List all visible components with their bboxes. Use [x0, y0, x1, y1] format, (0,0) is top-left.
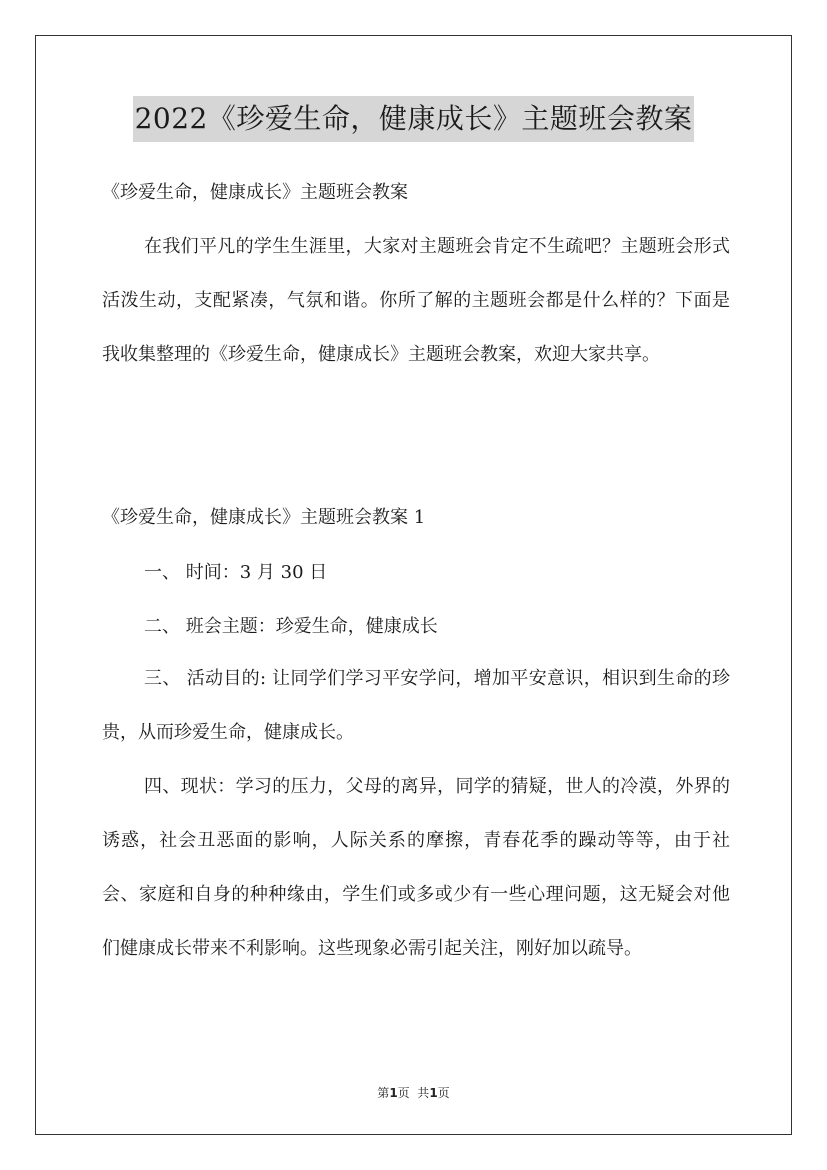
item-time: 一、 时间：3 月 30 日	[144, 562, 328, 583]
footer-page-number: 1	[389, 1086, 398, 1100]
item-status: 四、现状：学习的压力，父母的离异，同学的猜疑，世人的冷漠，外界的诱惑，社会丑恶面的影响，人际关系的摩擦，青春花季的躁动等等，由于社会、家庭和自身的种种缘由，学生们或多或少有一些心理问题，这无疑会对他们健康成长带来不利影响。这些现象必需引起关注，刚好加以疏导。	[102, 776, 730, 959]
footer-prefix: 第	[377, 1086, 390, 1100]
page-footer	[0, 1084, 827, 1101]
footer-total-pages: 1	[429, 1086, 438, 1100]
title-container	[0, 96, 827, 142]
section-heading: 《珍爱生命，健康成长》主题班会教案 1	[102, 507, 426, 528]
document-title: 2022《珍爱生命，健康成长》主题班会教案	[133, 96, 695, 142]
item-theme: 二、 班会主题：珍爱生命，健康成长	[144, 616, 438, 637]
footer-suffix: 页	[437, 1086, 450, 1100]
footer-mid: 页 共	[397, 1086, 430, 1100]
item-purpose: 三、 活动目的: 让同学们学习平安学问，增加平安意识，相识到生命的珍贵，从而珍爱生命，健康成长。	[102, 668, 730, 743]
intro-paragraph: 在我们平凡的学生生涯里，大家对主题班会肯定不生疏吧？主题班会形式活泼生动，支配紧凑，气氛和谐。你所了解的主题班会都是什么样的？下面是我收集整理的《珍爱生命，健康成长》主题班会教案，欢迎大家共享。	[102, 236, 730, 365]
document-subtitle: 《珍爱生命，健康成长》主题班会教案	[102, 182, 408, 203]
